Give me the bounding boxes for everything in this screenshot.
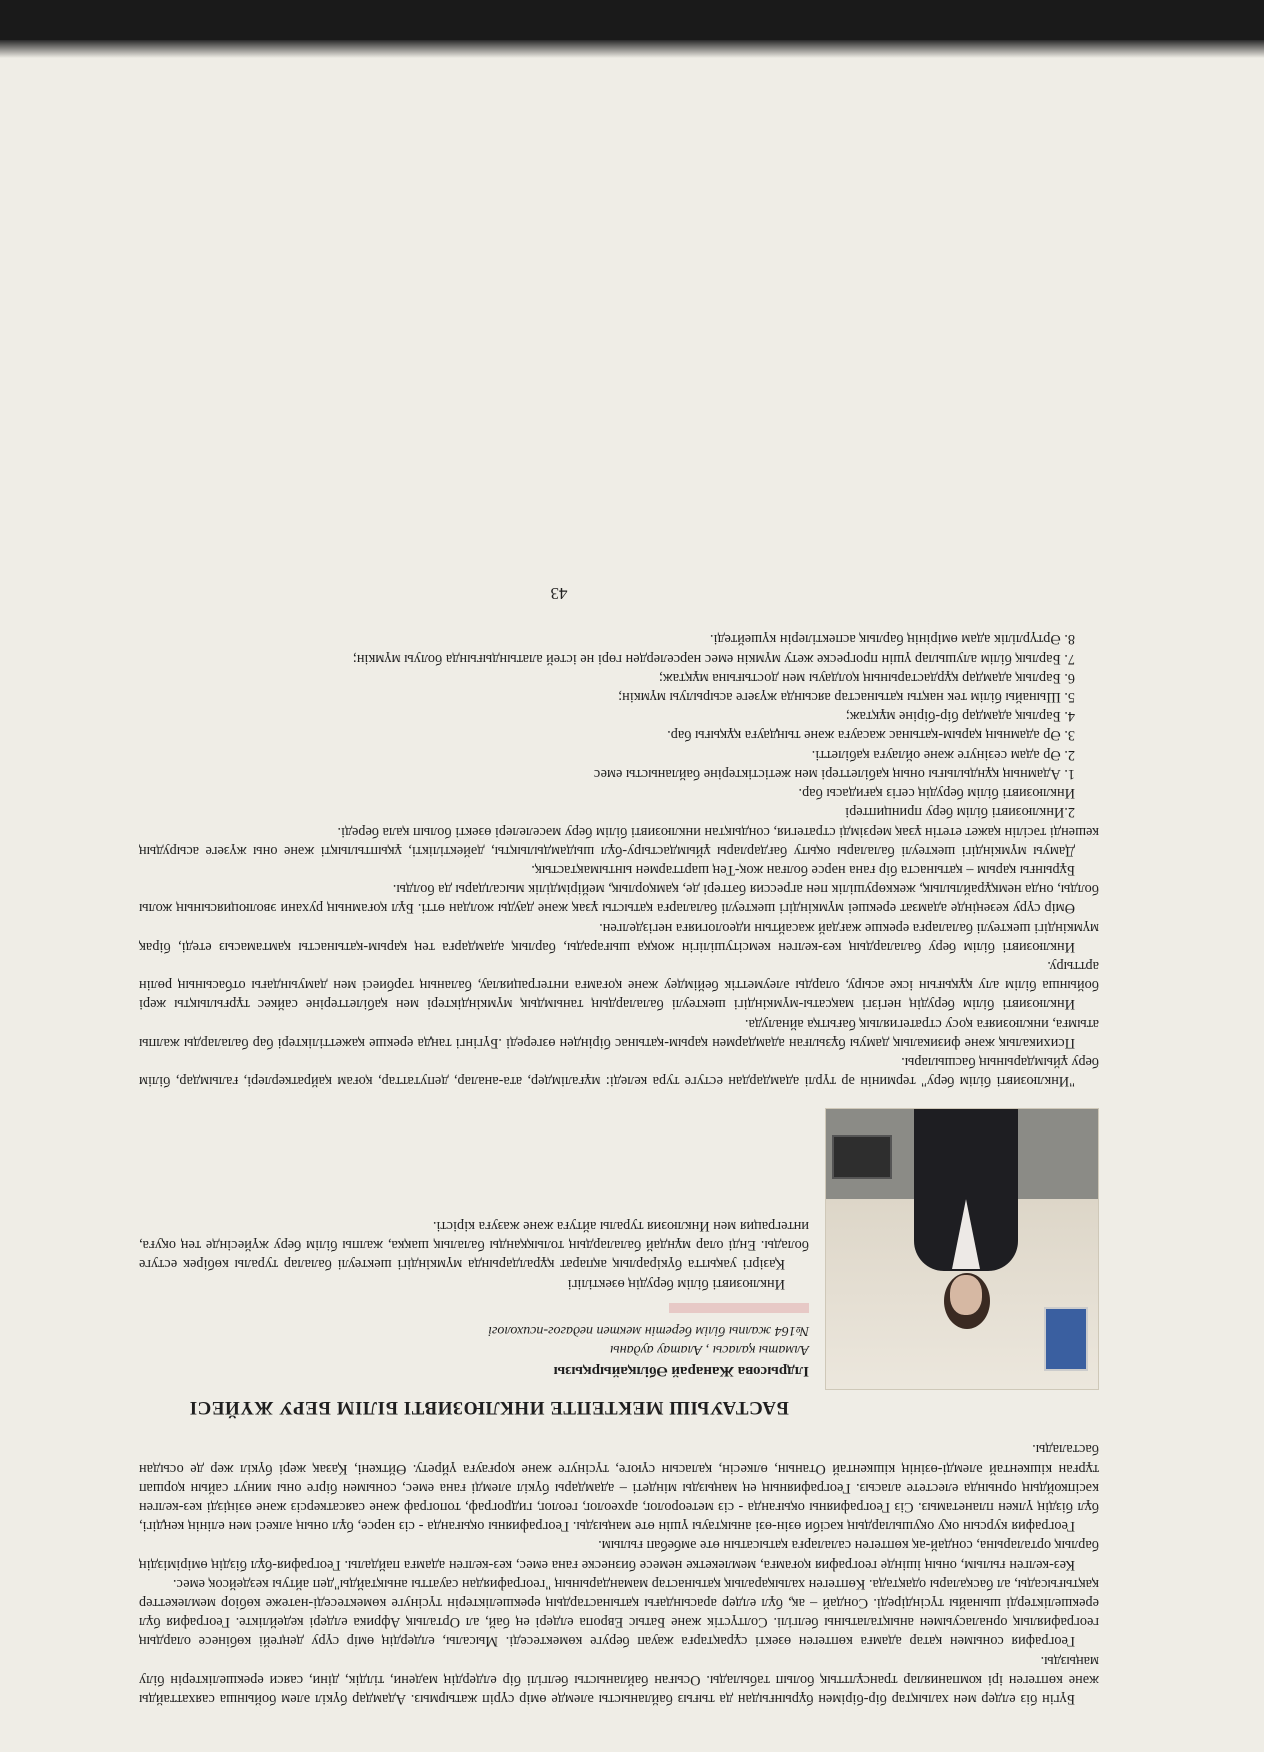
principle-item: 3. Әр адамның қарым-қатынас жасауға және тыңдауға құқығы бар. [667, 727, 1075, 744]
intro-paragraph-4: География курсын оқу оқушылардың кәсіби өзін-өзі анықтауы үшін өте маңызды. Географияны оқығанда - сіз нәрсе, бұл оның әлкесі мен елінің кеңдігі, бұл біздің үлкен планетамыз. Сіз Географияны оқығанда - сіз метеоролог, археолог, геолог, гидрограф, топограф және саясаткерсіз және өзіңізді кез-келген кәсіпкойдың орнында елестете аласыз. Географияның ең маңызды міндеті – адамдары бүкіл әлемді ғана емес, сонымен бірге оны минут сайын қоршап тұрған кішкентай әлемді-өзінің кішкентай Отанын, өлкесін, қаласын сүюге, түсінуге және қорғауға үйрету. Өйткені, Қазақ жері бүкіл жер де осыдан басталады. [139, 1441, 1099, 1535]
rotated-content [0, 40, 1264, 1752]
principle-item: 5. Шынайы білім тек нақты қатынастар аясында жүзеге асырылуы мүмкін; [618, 689, 1075, 706]
article-paragraph-4: Инклюзивті білім берудің негізгі мақсаты-мүмкіндігі шектеулі балалардың танымдық мүмкіндіктері мен қабілеттеріне сайкес тұрғылықты жері бойынша білім алу құқығын іске асыру, оларды әлеуметтік бейімдеу және қоғамға интеграциялау, баланың тәрбиесі мен дамуындағы отбасының рөлін арттыру. [139, 957, 1099, 1013]
author-affiliation-city: Алматы қаласы , Алатау ауданы [610, 1341, 809, 1357]
article-paragraph-5: Инклюзивті білім беру балалардың кез-келген кемсітушілігін жоққа шығарады, барлық адамдарға тең қарым-қатынасты қамтамасыз етеді, бірақ мүмкіндігі шектеулі балаларға ерекше жағдай жасайтын идеологияға негізделген. [139, 919, 1099, 955]
section-2-heading: 2.Инклюзивті білім беру принциптері [845, 804, 1075, 821]
article-paragraph-8: Дамуы мүмкіндігі шектеулі балалары оқыту бағдарлары ұйымдастыру-бұл шыдамдылықты, дәйектілікті, ұқыптылықті және оны жүзеге асырудың кешенді тәсілін қажет ететін ұзақ мерзімді стратегия, сондықтан инклюзивті білім беру мәселелері өзекті болып қала береді. [139, 823, 1099, 859]
article-header-text [139, 1216, 809, 1390]
author-affiliation-school: №164 жалпы білім беретін мектеп педагог-психологі [488, 1322, 809, 1338]
article-title: БАСТАУЫШ МЕКТЕПТЕ ИНКЛЮЗИВТІ БІЛІМ БЕРУ ЖҮЙЕСІ [189, 1397, 789, 1419]
principle-item: 6. Барлық адамдар құрдастарының қолдауы мен достығына мұқтаж; [658, 669, 1075, 686]
page-number: 43 [550, 584, 568, 604]
article-header [139, 1090, 1099, 1390]
article-paragraph-3: Психикалық және физикалық дамуы бұзылған адамдармен қарым-қатынас бірінден өзгереді .Бүгінгі таңда ерекше қажеттіліктері бар балаларды жалпы атымға, инклюзияға қосу стратегиялық бағытқа айналуда. [139, 1015, 1099, 1051]
article-paragraph-1: Қазіргі уақытта бүкірарлық ақпарат құралдарында мүмкіндігі шектеулі балалар туралы көбірек естуге болады. Енді олар мұндай балалардың толыққанды балалық шақка, жалпы білім беру жүйесінде тең оқуға, интеграция мен Инклюзия туралы айтуға және жазуға кірісті. [139, 1217, 809, 1273]
article-paragraph-7: Бұрынғы қарым – қатынаста бір ғана нәрсе болған жоқ-Тең шарттармен ынтымақтастық. [531, 861, 1075, 878]
section-1-heading: Инклюзивті білім берудің өзектілігі [567, 1275, 785, 1292]
intro-paragraph-2: География сонымен қатар адамға көптеген өзекті сұрақтарға жауап беруге көмектеседі. Мысалы, елдердің өмір сүру деңгейі көбінесе олардың географиялық орналасуымен анықталатыны белгілі. Солтүстік және Батыс Европа елдері ең бай, ал Орталық Африка елдері кедейлікте. География бұл ерекшеліктерді шынайы түсіндіреді. Сондай – ақ, бұл елдер арасындағы қатынастардың ерекшеліктерін түсінуге көмектеседі-нәтеже көбіор мемлекеттер қақтығысады, ал басқалары одақтада. Көптеген халықаралық қатынастар мамандарының "географиядан сауатты анықтайды"деп айтуы кездейсоқ емес. [139, 1575, 1099, 1650]
author-photo [825, 1108, 1099, 1390]
section-2-intro: Инклюзивті білім берудің сегіз қағидасы бар. [798, 785, 1075, 802]
highlight-bar [669, 1303, 809, 1313]
principle-item: 2. Әр адам сезінуге және ойлауға қабілетті. [811, 746, 1075, 763]
document-page [0, 40, 1264, 1752]
article-paragraph-2: "Инклюзивті білім беру" терминін әр түрлі адамдардан естуге тура келеді: мұғалімдер, ата-аналар, депутаттар, қоғам қайраткерлері, ғалымдар, білім беру ұйымдарының басшылары. [139, 1053, 1099, 1090]
author-name: Ілдрысова Жанарай Әбілқайырқызы [553, 1363, 809, 1380]
intro-paragraph-3: Кез-келген ғылым, оның ішінде география қоғамға, мемлекетке немесе бизнеске ғана емес, кез-келген адамға пайдалы. География-бұл біздің өміріміздің барлық орталарына, сондай-ақ көптеген салаларға қатысатын өте әмбебап ғылым. [139, 1537, 1099, 1573]
principle-item: 1. Адамның құндылығы оның қабілеттері мен жетістіктеріне байланысты емес [593, 765, 1075, 782]
article-paragraph-6: Өмір сүру кезеңінде адамзат ерекшеі мүмкіндігі шектеулі балаларға қатысты ұзақ және дауды жолдан өтті. Бұл қоғамның рухани эволюциясының жолы болды, онда немқұрайлылық, жеккөрушілік пен агрессия бәтгері де, қамқорлық, мейірімділік мысалдары да болды. [139, 881, 1099, 917]
page-content [139, 584, 1099, 1708]
intro-paragraph-1: Бүгін біз елдер мен халықтар бір-бірімен бұрынғыдан да тығыз байланысты әлемде өмір сүріп жатырмыз. Адамдар бүкіл әлем бойынша саяхаттайды және көптеген ірі компаниялар трансұлттық болып табылады. Осыған байланысты белгілі бір елдердің мәдени, тілдік, діни, саяси ерекшеліктерін білу маңызды. [139, 1652, 1099, 1707]
principle-item: 7. Барлық білім алушылар үшін прогреске жету мүмкін емес нәрселерден гөрі не істей алатындығында болуы мүмкін; [352, 650, 1075, 667]
principle-item: 4. Барлық адамдар бір-біріне мұқтаж; [845, 708, 1075, 725]
principle-item: 8. Әртүрлілік адам өмірінің барлық аспектілерін күшейтеді. [709, 631, 1075, 648]
